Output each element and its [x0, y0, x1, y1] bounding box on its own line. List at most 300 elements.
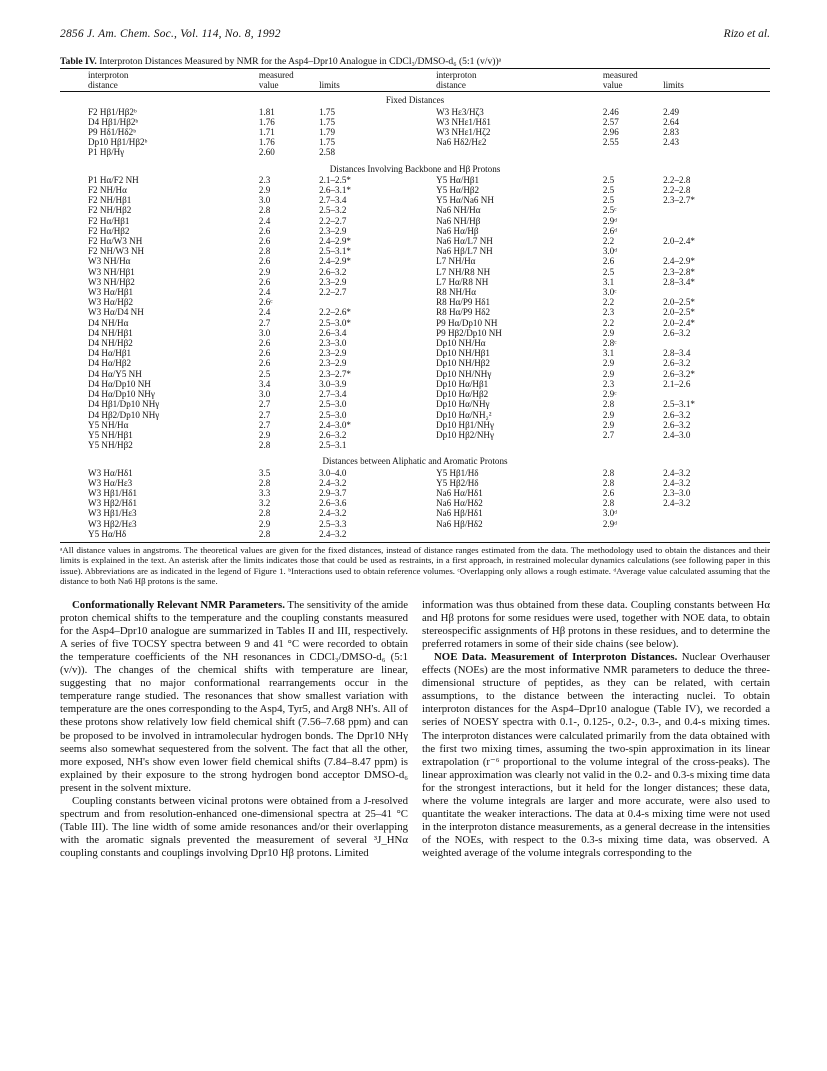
cell-measured: 2.7 [258, 419, 271, 430]
right-column-paragraph: information was thus obtained from these data. Coupling constants between Hα and Hβ protons for some residues were used, together with NOE data, to obtain stereospecific assignments of Hβ protons in these residues, and to determine the preferred rotamers in some of their side chains (see below). [422, 598, 770, 650]
cell-distance: Y5 Hα/Hδ [88, 528, 127, 539]
cell-distance: Y5 Hα/Hβ1 [436, 174, 480, 185]
header-distance-1b: distance [60, 80, 257, 92]
table-row [60, 205, 770, 215]
cell-measured: 2.9 [258, 266, 271, 277]
cell-limits [661, 338, 770, 348]
cell-limits: 2.1–2.5* [319, 174, 351, 185]
cell-distance: R8 Hα/P9 Hδ2 [436, 307, 491, 318]
cell-measured: 2.5 [258, 368, 271, 379]
cell-limits: 2.83 [663, 127, 679, 138]
cell-measured: 2.7 [258, 399, 271, 410]
cell-limits: 2.6–3.2 [319, 266, 347, 277]
cell-limits: 2.6–3.2 [663, 327, 691, 338]
cell-distance: Na6 Hα/Hδ1 [436, 487, 483, 498]
cell-distance: Dp10 Hα/NHγ [436, 399, 490, 410]
table-row [60, 127, 770, 137]
cell-measured: 2.3 [258, 174, 271, 185]
running-head-left: 2856 J. Am. Chem. Soc., Vol. 114, No. 8, 1992 [60, 28, 281, 40]
cell-limits: 2.2–2.7 [319, 215, 347, 226]
cell-distance: W3 Hβ1/Hδ1 [88, 487, 138, 498]
cell-limits [661, 226, 770, 236]
cell-distance: L7 Hα/R8 NH [436, 276, 489, 287]
cell-measured [601, 529, 661, 542]
cell-measured: 2.8ᶜ [602, 338, 617, 349]
cell-limits: 2.5–3.2 [319, 205, 347, 216]
cell-measured: 2.6ᵈ [602, 225, 618, 236]
cell-limits: 2.3–3.0 [663, 487, 691, 498]
table-row [60, 478, 770, 488]
cell-distance: D4 Hβ2/Dp10 NHγ [88, 409, 160, 420]
cell-distance: R8 NH/Hα [436, 287, 476, 298]
cell-limits [661, 246, 770, 256]
cell-distance: Dp10 Hα/Hβ1 [436, 378, 489, 389]
table-row [60, 508, 770, 518]
cell-measured: 2.4 [258, 215, 271, 226]
cell-distance: Na6 Hα/Hδ2 [436, 498, 483, 509]
cell-measured: 2.4 [258, 307, 271, 318]
table-caption [60, 56, 770, 67]
cell-measured: 2.9 [258, 429, 271, 440]
cell-distance: W3 Hβ1/Hε3 [88, 508, 137, 519]
cell-measured: 2.7 [602, 429, 615, 440]
cell-limits: 2.0–2.4* [663, 236, 695, 247]
table-row [60, 328, 770, 338]
cell-measured: 2.6 [258, 225, 271, 236]
header-measured-1: measured [257, 69, 317, 81]
cell-measured: 2.8 [602, 467, 615, 478]
cell-limits: 2.64 [663, 116, 679, 127]
cell-distance: F2 Hα/Hβ2 [88, 225, 130, 236]
body-text [60, 599, 770, 861]
cell-distance: Na6 Hα/Hβ [436, 225, 479, 236]
cell-distance: W3 Hβ2/Hδ1 [88, 498, 138, 509]
cell-measured: 3.1 [602, 348, 615, 359]
cell-limits: 2.4–2.9* [663, 256, 695, 267]
cell-distance: Dp10 NH/NHγ [436, 368, 492, 379]
table-row [60, 468, 770, 478]
cell-measured: 2.2 [602, 236, 615, 247]
cell-distance: P9 Hβ2/Dp10 NH [436, 327, 502, 338]
cell-measured: 3.0ᵈ [602, 246, 618, 257]
cell-measured: 2.5 [602, 266, 615, 277]
table-row [60, 267, 770, 277]
table-row [60, 338, 770, 348]
cell-measured: 2.9 [602, 327, 615, 338]
cell-distance: Na6 NH/Hβ [436, 215, 481, 226]
cell-limits: 2.5–3.1* [663, 399, 695, 410]
cell-distance: F2 Hα/Hβ1 [88, 215, 130, 226]
table-row [60, 107, 770, 117]
table-row [60, 348, 770, 358]
cell-measured: 3.4 [258, 378, 271, 389]
cell-limits: 2.4–3.0 [663, 429, 691, 440]
cell-distance: Y5 Hα/Hβ2 [436, 185, 480, 196]
cell-limits: 2.4–3.0* [319, 419, 351, 430]
cell-measured: 2.5 [602, 195, 615, 206]
cell-measured: 2.8 [258, 246, 271, 257]
cell-measured: 2.6 [258, 236, 271, 247]
cell-distance: F2 NH/Hα [88, 185, 127, 196]
cell-limits: 2.4–3.2 [319, 508, 347, 519]
cell-distance: Dp10 Hβ2/NHγ [436, 429, 494, 440]
cell-distance: D4 NH/Hα [88, 317, 129, 328]
cell-distance: W3 NHε1/Hζ2 [436, 127, 491, 138]
cell-distance: Y5 Hβ2/Hδ [436, 477, 479, 488]
table-row [60, 147, 770, 160]
cell-limits [661, 205, 770, 215]
header-limits-2: limits [661, 80, 770, 92]
cell-distance: F2 Hβ1/Hβ2ᵇ [88, 106, 137, 117]
cell-distance: W3 NH/Hβ1 [88, 266, 135, 277]
cell-limits: 2.58 [319, 147, 336, 158]
cell-distance: Y5 NH/Hα [88, 419, 129, 430]
table-row [60, 195, 770, 205]
cell-distance: Y5 NH/Hβ1 [88, 429, 133, 440]
cell-distance: D4 NH/Hβ2 [88, 338, 133, 349]
cell-distance: D4 Hα/Y5 NH [88, 368, 142, 379]
cell-distance: Y5 NH/Hβ2 [88, 440, 133, 451]
cell-limits: 2.3–2.9 [319, 348, 347, 359]
table-row [60, 358, 770, 368]
cell-measured: 2.6 [258, 358, 271, 369]
cell-distance [434, 440, 601, 453]
cell-distance: W3 NH/Hα [88, 256, 131, 267]
cell-distance: P1 Hβ/Hγ [88, 147, 125, 158]
cell-limits: 2.4–3.2 [663, 498, 691, 509]
cell-measured [601, 147, 661, 160]
cell-distance: W3 Hα/D4 NH [88, 307, 144, 318]
cell-limits [661, 529, 770, 542]
cell-measured: 3.0 [258, 389, 271, 400]
header-value-1: value [257, 80, 317, 92]
cell-distance: D4 Hα/Hβ2 [88, 358, 131, 369]
cell-limits: 1.79 [319, 127, 336, 138]
cell-limits: 2.4–2.9* [319, 256, 351, 267]
cell-measured: 2.2 [602, 297, 615, 308]
cell-distance: P1 Hα/F2 NH [88, 174, 139, 185]
cell-limits: 2.6–3.2 [319, 429, 347, 440]
table-row [60, 226, 770, 236]
table-row [60, 137, 770, 147]
cell-measured: 1.71 [258, 127, 275, 138]
cell-distance: D4 Hβ1/Dp10 NHγ [88, 399, 160, 410]
table-row [60, 389, 770, 399]
cell-limits: 2.4–3.2 [663, 467, 691, 478]
cell-measured: 3.3 [258, 487, 271, 498]
cell-limits: 2.5–3.0* [319, 317, 351, 328]
cell-limits: 2.2–2.6* [319, 307, 351, 318]
cell-measured: 2.57 [602, 116, 619, 127]
cell-measured: 2.9ᵈ [602, 518, 618, 529]
cell-measured: 2.9ᶜ [602, 389, 617, 400]
cell-limits: 2.3–2.7* [663, 195, 695, 206]
run-in-heading: NOE Data. Measurement of Interproton Distances. [434, 650, 678, 663]
cell-measured: 2.8 [602, 399, 615, 410]
cell-distance: W3 Hε3/Hζ3 [436, 106, 484, 117]
cell-distance: W3 Hα/Hβ1 [88, 287, 134, 298]
cell-limits: 2.3–3.0 [319, 338, 347, 349]
table-row [60, 318, 770, 328]
table-row [60, 185, 770, 195]
running-head-right: Rizo et al. [723, 28, 770, 40]
cell-limits: 2.8–3.4 [663, 348, 691, 359]
cell-limits [661, 287, 770, 297]
cell-measured: 2.9 [258, 518, 271, 529]
cell-limits [661, 389, 770, 399]
right-column [422, 599, 770, 861]
cell-measured: 2.6 [258, 348, 271, 359]
cell-limits: 2.7–3.4 [319, 195, 347, 206]
header-value-2: value [601, 80, 661, 92]
cell-measured: 2.6ᶜ [258, 297, 273, 308]
cell-measured: 2.3 [602, 378, 615, 389]
cell-measured: 2.8 [258, 528, 271, 539]
cell-limits: 2.49 [663, 106, 679, 117]
cell-distance: Y5 Hβ1/Hδ [436, 467, 479, 478]
cell-distance: F2 NH/Hβ1 [88, 195, 132, 206]
table-bottom-rule [60, 542, 770, 543]
cell-distance: Na6 Hβ/Hδ1 [436, 508, 483, 519]
cell-measured: 2.4 [258, 287, 271, 298]
cell-distance: Dp10 NH/Hβ2 [436, 358, 490, 369]
cell-measured: 3.1 [602, 276, 615, 287]
section-title-row [60, 161, 770, 175]
cell-limits: 2.2–2.7 [319, 287, 347, 298]
cell-measured: 2.6 [258, 338, 271, 349]
table-row [60, 246, 770, 256]
cell-measured: 3.2 [258, 498, 271, 509]
table-row [60, 498, 770, 508]
cell-limits [661, 216, 770, 226]
cell-distance: W3 Hα/Hδ1 [88, 467, 133, 478]
cell-limits: 2.0–2.5* [663, 307, 695, 318]
cell-measured: 2.55 [602, 137, 619, 148]
cell-limits: 2.4–2.9* [319, 236, 351, 247]
cell-distance: P9 Hδ1/Hδ2ᵇ [88, 127, 137, 138]
cell-distance: Na6 NH/Hα [436, 205, 481, 216]
table-row [60, 430, 770, 440]
cell-limits: 2.2–2.8 [663, 185, 691, 196]
cell-distance: W3 NH/Hβ2 [88, 276, 135, 287]
cell-limits: 2.5–3.3 [319, 518, 347, 529]
cell-measured: 2.6 [258, 276, 271, 287]
cell-measured: 1.76 [258, 116, 275, 127]
cell-measured: 1.76 [258, 137, 275, 148]
cell-distance: Na6 Hβ/L7 NH [436, 246, 493, 257]
cell-distance: Na6 Hδ2/Hε2 [436, 137, 487, 148]
cell-distance: Y5 Hα/Na6 NH [436, 195, 494, 206]
cell-distance: F2 Hα/W3 NH [88, 236, 143, 247]
cell-limits: 3.0–3.9 [319, 378, 347, 389]
cell-distance: R8 Hα/P9 Hδ1 [436, 297, 491, 308]
left-column-paragraph: Coupling constants between vicinal protons were obtained from a J-resolved spectrum and from resolution-enhanced one-dimensional spectra at 25–41 °C (Table III). The line width of some amide resonances and/or their overlapping with the aromatic signals prevented the measurement of several ³J_HNα coupling constants and couplings involving Dpr10 Hβ protons. Limited [60, 794, 408, 860]
cell-measured: 2.5 [602, 174, 615, 185]
cell-limits [661, 147, 770, 160]
cell-limits: 1.75 [319, 137, 336, 148]
cell-measured: 2.96 [602, 127, 619, 138]
cell-limits [661, 519, 770, 529]
cell-distance: W3 Hβ2/Hε3 [88, 518, 137, 529]
cell-distance: Dp10 Hβ1/NHγ [436, 419, 494, 430]
cell-measured: 3.0ᵈ [602, 508, 618, 519]
cell-limits: 2.3–2.7* [319, 368, 351, 379]
cell-distance: D4 Hα/Dp10 NHγ [88, 389, 155, 400]
cell-limits: 2.43 [663, 137, 679, 148]
cell-measured: 2.60 [258, 147, 275, 158]
cell-distance [434, 529, 601, 542]
table-title: Interproton Distances Measured by NMR for the Asp4–Dpr10 Analogue in CDCl₃/DMSO-d₆ (5:1 (v/v))ᵃ [99, 56, 502, 67]
cell-limits: 2.8–3.4* [663, 276, 695, 287]
cell-limits: 2.0–2.5* [663, 297, 695, 308]
header-distance-2: interproton [434, 69, 601, 81]
table-body [60, 92, 770, 542]
cell-measured: 2.8 [258, 508, 271, 519]
cell-distance: Dp10 NH/Hβ1 [436, 348, 490, 359]
cell-measured: 2.7 [258, 409, 271, 420]
table-row [60, 420, 770, 430]
cell-measured: 2.7 [258, 317, 271, 328]
cell-measured: 2.9 [258, 185, 271, 196]
cell-limits: 1.75 [319, 106, 336, 117]
cell-limits [661, 440, 770, 453]
cell-measured: 3.0ᶜ [602, 287, 617, 298]
cell-distance: Na6 Hα/L7 NH [436, 236, 493, 247]
left-column-paragraph: Conformationally Relevant NMR Parameters. The sensitivity of the amide proton chemical shifts to the temperature and the coupling constants measured for the Asp4–Dpr10 analogue are summarized in Tables II and III, respectively. A series of five TOCSY spectra between 9 and 41 °C were recorded to obtain the temperature coefficients of the NH resonances in CDCl₃/DMSO-d₆ (5:1 (v/v)). The changes of the chemical shifts with temperature are linear, suggesting that no major conformational rearrangements occur in the temperature range studied. The resonances that show smallest variation with temperature are the ones corresponding to the Asp4, Tyr5, and Arg8 NH's. All of these protons show relatively low field chemical shift (7.56–7.68 ppm) and can be proposed to be involved in intramolecular hydrogen bonds. The Dpr10 NHγ seems also somewhat sequestered from the solvent. The fact that all the other, more exposed, NH's show even lower field chemical shifts (7.84–8.47 ppm) is explained by their exposure to the strong hydrogen bond acceptor DMSO-d₆ present in the solvent mixture. [60, 598, 409, 794]
cell-measured: 2.6 [602, 256, 615, 267]
cell-measured: 2.9 [602, 419, 615, 430]
header-distance-1: interproton [60, 69, 257, 81]
cell-measured: 2.9 [602, 358, 615, 369]
cell-distance: F2 NH/Hβ2 [88, 205, 132, 216]
cell-distance: D4 Hβ1/Hβ2ᵇ [88, 116, 139, 127]
cell-measured: 2.8 [258, 205, 271, 216]
cell-limits: 2.4–3.2 [319, 528, 347, 539]
cell-measured: 2.3 [602, 307, 615, 318]
cell-measured: 3.0 [258, 327, 271, 338]
table-row [60, 410, 770, 420]
header-limits-1: limits [317, 80, 434, 92]
cell-limits: 2.6–3.2 [663, 419, 691, 430]
section-title: Distances Involving Backbone and Hβ Protons [329, 163, 501, 174]
section-title-row [60, 453, 770, 467]
table-row [60, 277, 770, 287]
table-row [60, 379, 770, 389]
header-distance-2b: distance [434, 80, 601, 92]
table-row [60, 307, 770, 317]
cell-measured: 3.5 [258, 467, 271, 478]
cell-limits: 2.3–2.9 [319, 225, 347, 236]
cell-limits: 2.5–3.1* [319, 246, 351, 257]
cell-measured: 1.81 [258, 106, 275, 117]
cell-distance: Na6 Hβ/Hδ2 [436, 518, 483, 529]
cell-measured: 2.9 [602, 368, 615, 379]
table-row [60, 216, 770, 226]
table-row [60, 399, 770, 409]
table-row [60, 519, 770, 529]
cell-limits: 2.4–3.2 [663, 477, 691, 488]
cell-measured: 2.46 [602, 106, 619, 117]
cell-limits: 1.75 [319, 116, 336, 127]
cell-distance: Dp10 Hα/NH₂² [436, 409, 492, 420]
cell-limits: 2.7–3.4 [319, 389, 347, 400]
cell-distance: W3 NHε1/Hδ1 [436, 116, 491, 127]
running-head [60, 28, 770, 48]
cell-limits: 2.4–3.2 [319, 477, 347, 488]
cell-distance: D4 NH/Hβ1 [88, 327, 133, 338]
cell-distance: D4 Hα/Dp10 NH [88, 378, 151, 389]
cell-limits: 3.0–4.0 [319, 467, 347, 478]
cell-limits: 2.6–3.2 [663, 358, 691, 369]
cell-measured: 2.9 [602, 409, 615, 420]
cell-limits: 2.1–2.6 [663, 378, 691, 389]
table-row [60, 236, 770, 246]
journal-page [60, 28, 770, 860]
cell-measured: 2.6 [258, 256, 271, 267]
distance-table [60, 68, 770, 542]
cell-limits: 2.0–2.4* [663, 317, 695, 328]
cell-limits: 2.3–2.8* [663, 266, 695, 277]
cell-limits: 2.3–2.9 [319, 358, 347, 369]
cell-measured: 2.8 [258, 440, 271, 451]
table-row [60, 287, 770, 297]
cell-distance: F2 NH/W3 NH [88, 246, 145, 257]
section-title: Distances between Aliphatic and Aromatic Protons [322, 456, 508, 467]
cell-measured: 2.8 [602, 498, 615, 509]
section-title-row [60, 92, 770, 107]
cell-measured: 2.2 [602, 317, 615, 328]
header-measured-2: measured [601, 69, 661, 81]
cell-measured: 3.0 [258, 195, 271, 206]
cell-limits: 2.3–2.9 [319, 276, 347, 287]
cell-distance: W3 Hα/Hε3 [88, 477, 133, 488]
cell-distance: L7 NH/Hα [436, 256, 476, 267]
table-row [60, 256, 770, 266]
table-row [60, 440, 770, 453]
cell-limits: 2.6–3.2 [663, 409, 691, 420]
table-footnotes: ᵃAll distance values in angstroms. The theoretical values are given for the fixed distances, instead of distance ranges estimated from the data. The methodology used to obtain the distances and their limits is explained in the text. An asterisk after the limits indicates those that could be used as restraints, in a first approach, in restrained molecular dynamics calculations (see following paper in this issue). Abbreviations are as indicated in the legend of Figure 1. ᵇInteractions used to obtain reference volumes. ᶜOverlapping only allows a rough estimate. ᵈAverage value calculated assuming that the distance to both Na6 Hβ protons is the same. [60, 544, 770, 587]
cell-limits: 2.6–3.1* [319, 185, 351, 196]
cell-distance: P9 Hα/Dp10 NH [436, 317, 498, 328]
cell-measured: 2.8 [602, 477, 615, 488]
cell-limits: 2.6–3.4 [319, 327, 347, 338]
table-row [60, 175, 770, 185]
cell-limits: 2.6–3.2* [663, 368, 695, 379]
cell-limits: 2.5–3.0 [319, 399, 347, 410]
cell-limits: 2.9–3.7 [319, 487, 347, 498]
table-row [60, 369, 770, 379]
cell-measured: 2.5ᶜ [602, 205, 617, 216]
run-in-heading: Conformationally Relevant NMR Parameters. [72, 598, 285, 611]
cell-distance: Dp10 Hβ1/Hβ2ᵇ [88, 137, 148, 148]
table-label: Table IV. [60, 56, 97, 67]
cell-measured: 2.5 [602, 185, 615, 196]
cell-limits: 2.5–3.0 [319, 409, 347, 420]
cell-measured: 2.9ᵈ [602, 215, 618, 226]
table-row [60, 297, 770, 307]
cell-limits [317, 297, 434, 307]
cell-limits: 2.6–3.6 [319, 498, 347, 509]
cell-measured [601, 440, 661, 453]
cell-limits [661, 508, 770, 518]
cell-measured: 2.8 [258, 477, 271, 488]
cell-distance: W3 Hα/Hβ2 [88, 297, 134, 308]
table-row [60, 529, 770, 542]
cell-distance: D4 Hα/Hβ1 [88, 348, 131, 359]
cell-distance [434, 147, 601, 160]
cell-measured: 2.6 [602, 487, 615, 498]
cell-distance: L7 NH/R8 NH [436, 266, 491, 277]
